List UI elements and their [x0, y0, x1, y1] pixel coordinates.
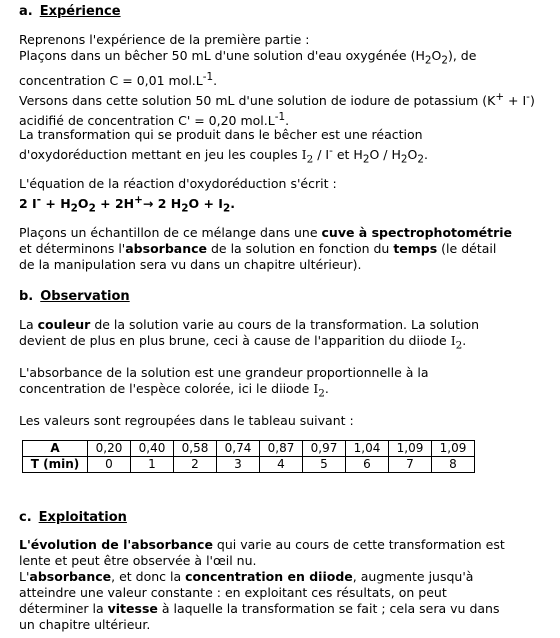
text-line — [19, 257, 544, 273]
table-cell: 0,74 — [217, 441, 260, 457]
text: O / H — [369, 147, 401, 163]
superscript: + — [134, 194, 143, 206]
text: / I — [313, 147, 330, 163]
text: . — [423, 147, 428, 163]
text-line — [19, 32, 544, 48]
section-a-paragraph-4 — [19, 225, 544, 273]
text: 2 I — [19, 196, 37, 212]
text: concentration de l'espèce colorée, ici le diiode — [19, 381, 314, 396]
text: et H — [332, 147, 363, 163]
text: I — [313, 381, 319, 396]
text: Reprenons l'expérience de la première partie : — [19, 32, 310, 47]
section-b-paragraph-1 — [19, 317, 544, 354]
text: , augmente jusqu'à — [352, 569, 474, 584]
text: + 2H — [95, 196, 135, 212]
text: absorbance — [125, 241, 207, 256]
section-a-paragraph-1 — [19, 32, 544, 129]
table-cell: 0,20 — [88, 441, 131, 457]
text: concentration C = 0,01 mol.L — [19, 72, 203, 88]
text: déterminer la — [19, 601, 108, 616]
text-line — [19, 381, 544, 402]
table-row-absorbance — [23, 441, 475, 457]
section-a-heading — [19, 4, 121, 20]
section-a-number: a. — [19, 4, 33, 19]
text-line — [19, 69, 544, 89]
section-b-number: b. — [19, 289, 34, 304]
superscript: + — [495, 90, 505, 103]
text-line — [19, 585, 544, 601]
text-line — [19, 143, 544, 168]
text-line — [19, 617, 544, 633]
reaction-equation — [19, 192, 544, 217]
text: , et donc la — [111, 569, 186, 584]
section-a-paragraph-2 — [19, 127, 544, 168]
table-cell: 0,40 — [131, 441, 174, 457]
subscript: 2 — [441, 54, 448, 67]
subscript: 2 — [181, 202, 189, 215]
text: ), de — [447, 48, 477, 63]
text: Versons dans cette solution 50 mL d'une solution de iodure de potassium (K — [19, 92, 496, 108]
text: concentration en diiode — [185, 569, 353, 584]
text-line — [19, 48, 544, 69]
text-line — [19, 127, 544, 143]
text-line — [19, 553, 544, 569]
text-line — [19, 176, 544, 192]
table-cell: 1 — [131, 457, 174, 473]
text: cuve à spectrophotométrie — [321, 225, 512, 240]
text-line — [19, 241, 544, 257]
text: (le détail — [437, 241, 497, 256]
text: . — [213, 72, 218, 88]
text: Les valeurs sont regroupées dans le tableau suivant : — [19, 413, 354, 428]
text: devient de plus en plus brune, ceci à cause de l'apparition du diiode — [19, 333, 451, 348]
text-line — [19, 317, 544, 333]
table-cell: 0,87 — [260, 441, 303, 457]
text: vitesse — [107, 601, 158, 616]
superscript: - — [526, 90, 530, 103]
text: + H — [41, 196, 71, 212]
text: O — [431, 48, 442, 63]
text: couleur — [37, 317, 91, 332]
text: . — [324, 381, 329, 396]
text: La — [19, 317, 38, 332]
subscript: 2 — [417, 153, 424, 166]
table-cell: 3 — [217, 457, 260, 473]
subscript: 2 — [424, 54, 432, 67]
text-line — [19, 225, 544, 241]
table-cell: 7 — [389, 457, 432, 473]
text-line — [19, 89, 544, 109]
table-cell: 1,09 — [389, 441, 432, 457]
text: ) — [529, 92, 535, 108]
text: à laquelle la transformation se fait ; cela sera vu dans — [157, 601, 500, 616]
subscript: 2 — [318, 387, 325, 400]
table-cell: 2 — [174, 457, 217, 473]
text: L'absorbance de la solution est une grandeur proportionnelle à la — [19, 365, 429, 380]
text: acidifié de concentration C' = 0,20 mol.L — [19, 112, 275, 128]
table-cell: 5 — [303, 457, 346, 473]
subscript: 2 — [306, 153, 314, 166]
section-c-title: Exploitation — [38, 510, 127, 525]
section-b-paragraph-2 — [19, 365, 544, 402]
text: L'équation de la réaction d'oxydoréduction s'écrit : — [19, 176, 337, 191]
text: + I — [504, 92, 527, 108]
text: O — [77, 196, 89, 212]
table-cell: 6 — [346, 457, 389, 473]
superscript: -1 — [202, 70, 214, 83]
text-line — [19, 109, 544, 129]
table-cell: 4 — [260, 457, 303, 473]
text-line — [19, 365, 544, 381]
table-cell: 0,58 — [174, 441, 217, 457]
table-cell: 0 — [88, 457, 131, 473]
text: de la solution varie au cours de la transformation. La solution — [90, 317, 480, 332]
text: Plaçons un échantillon de ce mélange dans une — [19, 225, 322, 240]
text: La transformation qui se produit dans le bêcher est une réaction — [19, 127, 423, 142]
text-line — [19, 413, 544, 429]
text: atteindre une valeur constante : en exploitant ces résultats, on peut — [19, 585, 447, 600]
subscript: 2 — [400, 153, 408, 166]
section-a-paragraph-3 — [19, 176, 544, 217]
section-c-paragraph-1 — [19, 537, 544, 633]
text: . — [230, 196, 235, 212]
table-cell: 8 — [432, 457, 475, 473]
text: de la solution en fonction du — [207, 241, 394, 256]
table-row-header: A — [23, 441, 88, 457]
section-b-title: Observation — [40, 289, 130, 304]
text: et déterminons l' — [19, 241, 126, 256]
text: I — [301, 147, 307, 163]
text: O + I — [188, 196, 223, 212]
table-cell: 0,97 — [303, 441, 346, 457]
section-b-paragraph-3 — [19, 413, 544, 429]
text: L' — [19, 569, 30, 584]
section-c-heading — [19, 510, 544, 526]
table-row-header: T (min) — [23, 457, 88, 473]
text: . — [285, 112, 290, 128]
table-cell: 1,04 — [346, 441, 389, 457]
superscript: - — [36, 194, 42, 206]
superscript: -1 — [274, 110, 286, 123]
text: qui varie au cours de cette transformation est — [212, 537, 505, 552]
text-line — [19, 569, 544, 585]
subscript: 2 — [70, 202, 78, 215]
section-c-number: c. — [19, 510, 32, 525]
table-cell: 1,09 — [432, 441, 475, 457]
subscript: 2 — [88, 202, 96, 215]
text: un chapitre ultérieur. — [19, 617, 151, 632]
text: d'oxydoréduction mettant en jeu les couples — [19, 147, 302, 163]
section-a-title: Expérience — [39, 4, 121, 19]
text-line — [19, 333, 544, 354]
table-row-time — [23, 457, 475, 473]
text: L'évolution de l'absorbance — [19, 537, 213, 552]
values-table — [22, 440, 475, 473]
text: temps — [393, 241, 438, 256]
subscript: 2 — [455, 339, 463, 352]
text: O — [407, 147, 418, 163]
section-b-heading — [19, 289, 544, 305]
superscript: - — [329, 145, 333, 157]
text: . — [462, 333, 467, 348]
text: de la manipulation sera vu dans un chapitre ultérieur). — [19, 257, 362, 272]
text-line — [19, 537, 544, 553]
text: absorbance — [29, 569, 112, 584]
text: I — [450, 333, 456, 348]
subscript: 2 — [222, 202, 231, 215]
text: Plaçons dans un bêcher 50 mL d'une solution d'eau oxygénée (H — [19, 48, 425, 63]
subscript: 2 — [362, 153, 370, 166]
text-line — [19, 601, 544, 617]
text: lente et peut être observée à l'œil nu. — [19, 553, 257, 568]
text: → 2 H — [142, 196, 182, 212]
